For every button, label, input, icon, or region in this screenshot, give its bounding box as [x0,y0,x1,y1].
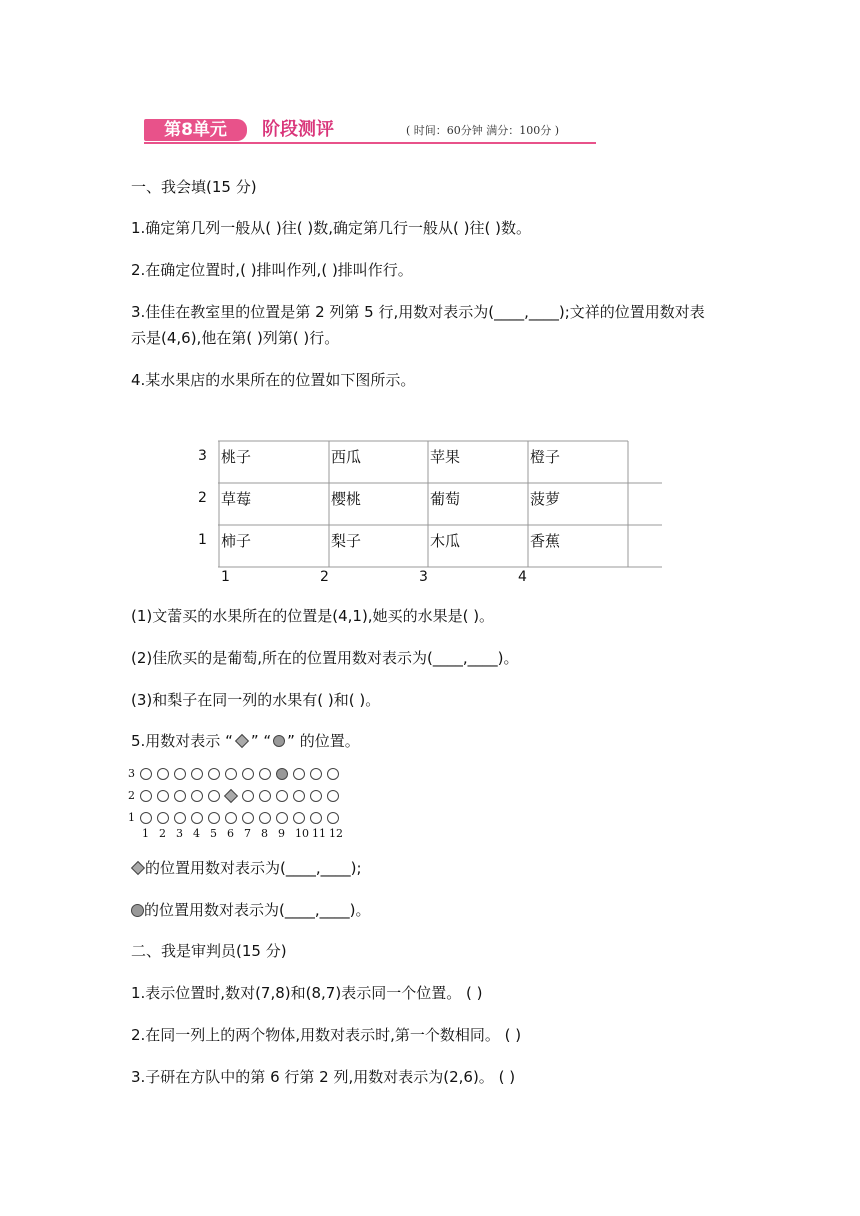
circle-marker [208,768,220,780]
circle-marker [208,812,220,824]
question-2-1: 1.表示位置时,数对(7,8)和(8,7)表示同一个位置。 ( ) [131,984,483,1002]
circle-marker [140,768,152,780]
dots-row-label: 2 [128,789,135,802]
circle-marker [293,812,305,824]
dots-col-label: 7 [244,827,251,840]
dots-col-label: 1 [142,827,149,840]
circle-marker [191,812,203,824]
fruit-cell: 橙子 [530,448,561,466]
question-1-5-a [131,858,362,878]
fruit-cell: 桃子 [221,448,252,466]
circle-marker [225,812,237,824]
diamond-icon [235,734,249,748]
header-rule [144,142,596,144]
question-1-5-suffix: ” 的位置。 [287,732,360,750]
filled-circle-icon [273,735,285,747]
circle-marker [310,768,322,780]
fruit-cell: 木瓜 [430,532,461,550]
fruit-col-label: 4 [518,569,527,585]
question-1-5-b [131,900,370,920]
fruit-cell: 西瓜 [331,448,362,466]
fruit-cell: 柿子 [221,532,252,550]
fruit-cell: 葡萄 [430,490,461,508]
circle-marker [174,812,186,824]
question-1-4-2: (2)佳欣买的是葡萄,所在的位置用数对表示为(____,____)。 [131,649,519,667]
circle-marker [208,790,220,802]
dots-row-label: 3 [128,767,135,780]
dots-row-label: 1 [128,811,135,824]
circle-marker [327,812,339,824]
question-1-3-line1: 3.佳佳在教室里的位置是第 2 列第 5 行,用数对表示为(____,____);文祥的位置用数对表 [131,303,705,321]
fruit-cell: 苹果 [430,448,461,466]
question-1-4-1: (1)文蕾买的水果所在的位置是(4,1),她买的水果是( )。 [131,607,495,625]
dots-col-label: 4 [193,827,200,840]
circle-marker [157,790,169,802]
question-1-4-3: (3)和梨子在同一列的水果有( )和( )。 [131,691,381,709]
circle-marker [225,768,237,780]
circle-marker [310,812,322,824]
fruit-cell: 梨子 [331,532,362,550]
exam-meta: ( 时间：60分钟 满分：100分 ) [406,124,560,137]
dots-col-label: 12 [329,827,343,840]
circle-marker [242,812,254,824]
circle-marker [174,790,186,802]
fruit-cell: 菠萝 [530,490,561,508]
circle-marker [191,790,203,802]
circle-marker [259,790,271,802]
dots-col-label: 2 [159,827,166,840]
question-1-4: 4.某水果店的水果所在的位置如下图所示。 [131,371,416,389]
dots-col-label: 5 [210,827,217,840]
section-1-heading: 一、我会填(15 分) [131,178,257,196]
fruit-cell: 樱桃 [331,490,362,508]
question-2-3: 3.子研在方队中的第 6 行第 2 列,用数对表示为(2,6)。 ( ) [131,1068,516,1086]
page-title: 阶段测评 [262,119,334,140]
dots-col-label: 9 [278,827,285,840]
fruit-row-label: 2 [198,490,207,506]
question-1-5-mid: ” “ [250,732,272,750]
diamond-icon [131,861,145,875]
question-1-5 [131,731,360,751]
circle-marker [157,812,169,824]
fruit-col-label: 1 [221,569,230,585]
question-2-2: 2.在同一列上的两个物体,用数对表示时,第一个数相同。 ( ) [131,1026,522,1044]
fruit-row-label: 3 [198,448,207,464]
circle-marker [140,812,152,824]
circle-marker [310,790,322,802]
section-2-heading: 二、我是审判员(15 分) [131,942,287,960]
diamond-marker [224,789,238,803]
fruit-row-label: 1 [198,532,207,548]
question-1-5-prefix: 5.用数对表示 “ [131,732,233,750]
fruit-col-label: 3 [419,569,428,585]
dots-col-label: 8 [261,827,268,840]
question-1-3-line2: 示是(4,6),他在第( )列第( )行。 [131,329,340,347]
circle-marker [276,790,288,802]
circle-marker [259,812,271,824]
filled-circle-icon [131,904,144,917]
question-1-5-b-text: 的位置用数对表示为(____,____)。 [144,901,371,919]
circle-marker [293,790,305,802]
dots-col-label: 3 [176,827,183,840]
question-1-5-a-text: 的位置用数对表示为(____,____); [145,859,362,877]
circle-marker [259,768,271,780]
unit-badge: 第8单元 [144,119,247,141]
circle-marker [327,768,339,780]
circle-marker [242,768,254,780]
circle-marker [242,790,254,802]
fruit-cell: 草莓 [221,490,252,508]
question-1-2: 2.在确定位置时,( )排叫作列,( )排叫作行。 [131,261,413,279]
dots-figure [128,764,358,844]
dots-col-label: 10 [295,827,309,840]
circle-marker [191,768,203,780]
circle-marker [157,768,169,780]
fruit-col-label: 2 [320,569,329,585]
circle-marker [327,790,339,802]
question-1-1: 1.确定第几列一般从( )往( )数,确定第几行一般从( )往( )数。 [131,219,531,237]
filled-circle-marker [276,768,288,780]
circle-marker [140,790,152,802]
dots-col-label: 6 [227,827,234,840]
circle-marker [174,768,186,780]
fruit-cell: 香蕉 [530,532,561,550]
dots-col-label: 11 [312,827,326,840]
circle-marker [276,812,288,824]
unit-header [144,119,596,145]
circle-marker [293,768,305,780]
